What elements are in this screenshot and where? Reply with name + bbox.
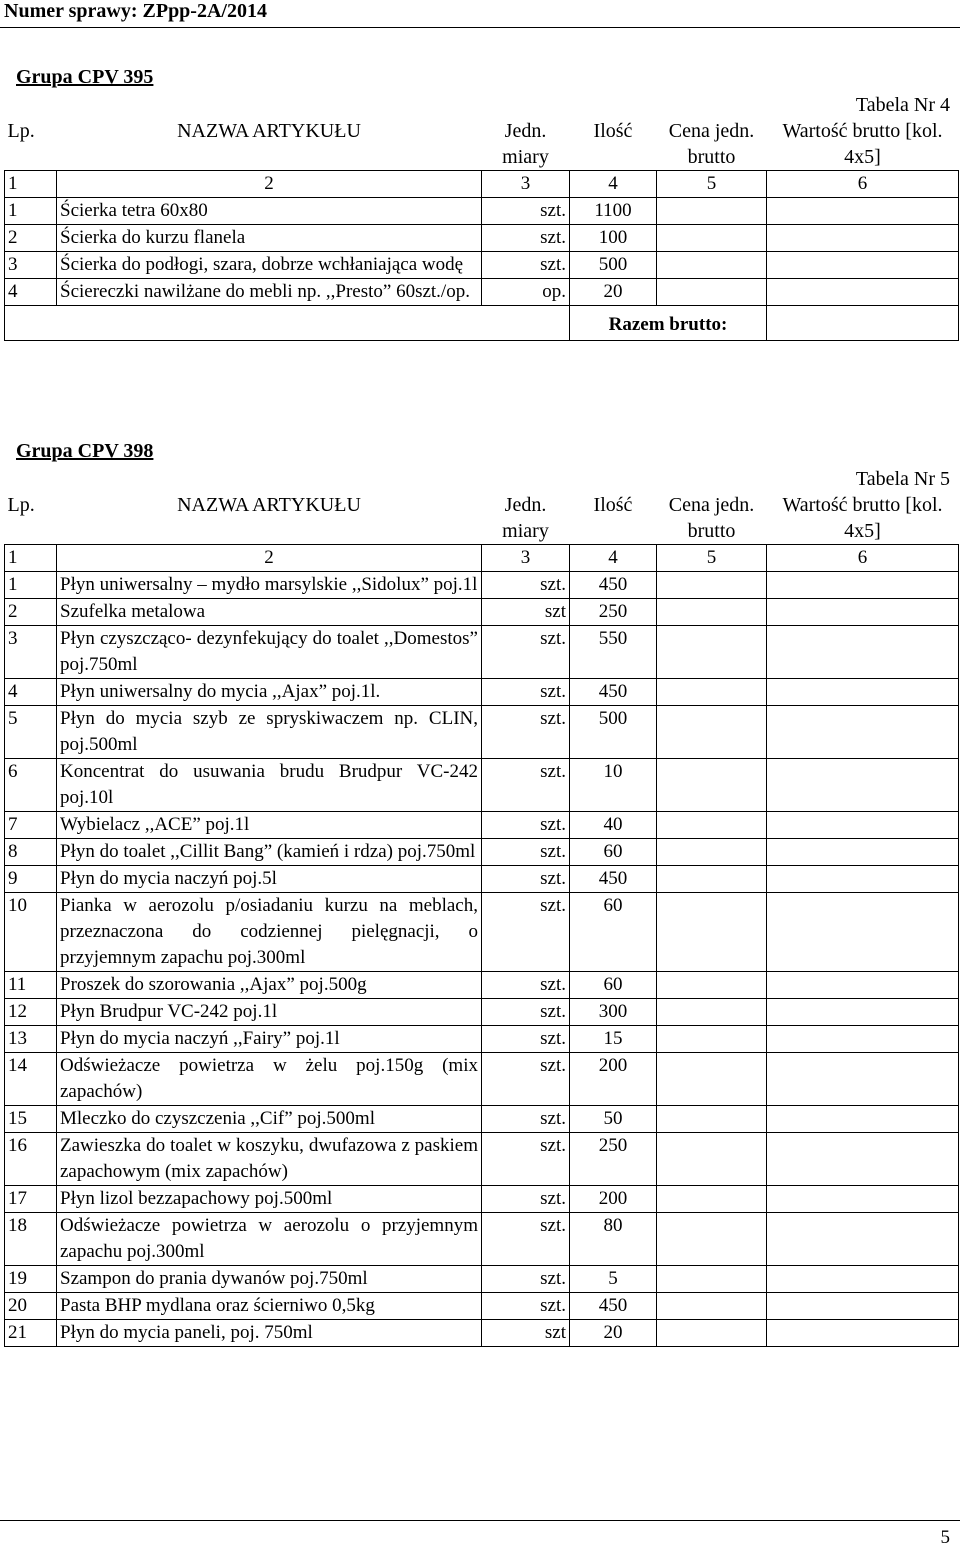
row-lp: 18	[5, 1213, 57, 1266]
row-value	[767, 1133, 959, 1186]
column-number: 3	[482, 545, 570, 572]
row-qty: 40	[570, 812, 657, 839]
row-unit: szt.	[482, 1266, 570, 1293]
row-price	[657, 225, 767, 252]
row-name: Koncentrat do usuwania brudu Brudpur VC-242 poj.10l	[57, 759, 482, 812]
row-value	[767, 1266, 959, 1293]
row-qty: 60	[570, 893, 657, 972]
col-lp: Lp.	[7, 494, 35, 516]
row-value	[767, 626, 959, 679]
row-value	[767, 706, 959, 759]
col-name: NAZWA ARTYKUŁU	[177, 494, 361, 516]
row-value	[767, 866, 959, 893]
row-price	[657, 1026, 767, 1053]
table-row	[5, 679, 959, 706]
row-name: Płyn Brudpur VC-242 poj.1l	[57, 999, 482, 1026]
table-row	[5, 812, 959, 839]
row-qty: 200	[570, 1186, 657, 1213]
row-name: Wybielacz ,,ACE” poj.1l	[57, 812, 482, 839]
row-unit: szt.	[482, 759, 570, 812]
row-unit: szt.	[482, 1213, 570, 1266]
total-spacer	[5, 306, 570, 341]
row-value	[767, 572, 959, 599]
row-value	[767, 279, 959, 306]
row-lp: 21	[5, 1320, 57, 1347]
row-lp: 8	[5, 839, 57, 866]
row-lp: 5	[5, 706, 57, 759]
row-lp: 4	[5, 279, 57, 306]
row-price	[657, 759, 767, 812]
row-lp: 1	[5, 572, 57, 599]
header-divider	[0, 27, 960, 28]
row-name: Ścierka do podłogi, szara, dobrze wchłaniająca wodę	[57, 252, 482, 279]
row-price	[657, 1106, 767, 1133]
table-row	[5, 1053, 959, 1106]
table-row	[5, 999, 959, 1026]
row-qty: 300	[570, 999, 657, 1026]
row-value	[767, 1320, 959, 1347]
column-number: 1	[5, 545, 57, 572]
row-qty: 80	[570, 1213, 657, 1266]
row-qty: 250	[570, 599, 657, 626]
row-lp: 20	[5, 1293, 57, 1320]
column-number: 2	[57, 545, 482, 572]
column-numbers-row	[5, 171, 959, 198]
row-price	[657, 1186, 767, 1213]
row-name: Proszek do szorowania ,,Ajax” poj.500g	[57, 972, 482, 999]
row-price	[657, 1266, 767, 1293]
row-qty: 60	[570, 972, 657, 999]
row-unit: szt.	[482, 572, 570, 599]
table-row	[5, 198, 959, 225]
row-unit: szt.	[482, 1026, 570, 1053]
row-unit: szt.	[482, 1106, 570, 1133]
row-qty: 250	[570, 1133, 657, 1186]
table-row	[5, 279, 959, 306]
row-unit: szt.	[482, 1186, 570, 1213]
row-price	[657, 1133, 767, 1186]
table-row	[5, 225, 959, 252]
table-5	[4, 492, 959, 1347]
row-value	[767, 972, 959, 999]
row-unit: szt.	[482, 1053, 570, 1106]
col-qty: Ilość	[593, 120, 633, 142]
row-qty: 450	[570, 679, 657, 706]
row-price	[657, 999, 767, 1026]
table-row	[5, 759, 959, 812]
row-name: Mleczko do czyszczenia ,,Cif” poj.500ml	[57, 1106, 482, 1133]
row-name: Płyn do toalet ,,Cillit Bang” (kamień i rdza) poj.750ml	[57, 839, 482, 866]
total-row	[5, 306, 959, 341]
table-row	[5, 706, 959, 759]
row-value	[767, 225, 959, 252]
row-qty: 5	[570, 1266, 657, 1293]
row-price	[657, 972, 767, 999]
row-price	[657, 572, 767, 599]
column-number: 6	[767, 171, 959, 198]
row-price	[657, 252, 767, 279]
row-lp: 19	[5, 1266, 57, 1293]
row-qty: 10	[570, 759, 657, 812]
table-row	[5, 866, 959, 893]
col-price: Cena jedn. brutto	[668, 494, 755, 542]
row-qty: 20	[570, 1320, 657, 1347]
row-value	[767, 599, 959, 626]
row-qty: 450	[570, 572, 657, 599]
column-number: 4	[570, 545, 657, 572]
row-qty: 450	[570, 866, 657, 893]
row-qty: 100	[570, 225, 657, 252]
row-value	[767, 999, 959, 1026]
col-unit: Jedn. miary	[502, 120, 549, 168]
row-lp: 3	[5, 252, 57, 279]
row-lp: 7	[5, 812, 57, 839]
row-name: Płyn do mycia naczyń ,,Fairy” poj.1l	[57, 1026, 482, 1053]
total-value	[767, 306, 959, 341]
table-row	[5, 893, 959, 972]
column-numbers-row	[5, 545, 959, 572]
row-lp: 11	[5, 972, 57, 999]
row-price	[657, 626, 767, 679]
table-row	[5, 1026, 959, 1053]
row-qty: 450	[570, 1293, 657, 1320]
row-name: Pianka w aerozolu p/osiadaniu kurzu na meblach, przeznaczona do codziennej pielęgnacji, o przyjemnym zapachu poj.300ml	[57, 893, 482, 972]
group-title-398: Grupa CPV 398	[16, 440, 154, 462]
row-price	[657, 1320, 767, 1347]
table-4-header	[5, 118, 959, 171]
total-label: Razem brutto:	[570, 306, 767, 341]
row-qty: 500	[570, 706, 657, 759]
row-value	[767, 893, 959, 972]
row-name: Płyn uniwersalny – mydło marsylskie ,,Sidolux” poj.1l	[57, 572, 482, 599]
table-4	[4, 118, 959, 341]
row-unit: szt.	[482, 1133, 570, 1186]
row-unit: szt.	[482, 866, 570, 893]
row-name: Odświeżacze powietrza w aerozolu o przyjemnym zapachu poj.300ml	[57, 1213, 482, 1266]
row-value	[767, 198, 959, 225]
table-number-5: Tabela Nr 5	[855, 468, 950, 490]
row-value	[767, 1026, 959, 1053]
table-number-4: Tabela Nr 4	[855, 94, 950, 116]
row-unit: szt.	[482, 626, 570, 679]
row-qty: 15	[570, 1026, 657, 1053]
row-unit: szt.	[482, 225, 570, 252]
column-number: 3	[482, 171, 570, 198]
row-value	[767, 1213, 959, 1266]
table-row	[5, 252, 959, 279]
row-name: Płyn do mycia szyb ze spryskiwaczem np. CLIN, poj.500ml	[57, 706, 482, 759]
row-name: Ścierka tetra 60x80	[57, 198, 482, 225]
row-lp: 15	[5, 1106, 57, 1133]
row-lp: 10	[5, 893, 57, 972]
row-price	[657, 706, 767, 759]
row-price	[657, 1293, 767, 1320]
row-price	[657, 279, 767, 306]
col-qty: Ilość	[593, 494, 633, 516]
table-row	[5, 626, 959, 679]
row-value	[767, 812, 959, 839]
row-qty: 200	[570, 1053, 657, 1106]
row-name: Płyn do mycia naczyń poj.5l	[57, 866, 482, 893]
col-value: Wartość brutto [kol. 4x5]	[782, 120, 943, 168]
column-number: 5	[657, 171, 767, 198]
col-unit: Jedn. miary	[502, 494, 549, 542]
row-price	[657, 893, 767, 972]
column-number: 2	[57, 171, 482, 198]
row-price	[657, 839, 767, 866]
table-row	[5, 972, 959, 999]
row-value	[767, 679, 959, 706]
table-row	[5, 572, 959, 599]
row-price	[657, 1053, 767, 1106]
row-name: Pasta BHP mydlana oraz ścierniwo 0,5kg	[57, 1293, 482, 1320]
row-name: Szufelka metalowa	[57, 599, 482, 626]
row-price	[657, 812, 767, 839]
case-number: Numer sprawy: ZPpp-2A/2014	[4, 0, 267, 22]
row-name: Płyn lizol bezzapachowy poj.500ml	[57, 1186, 482, 1213]
table-row	[5, 839, 959, 866]
footer-divider	[0, 1520, 960, 1521]
group-title-395: Grupa CPV 395	[16, 66, 154, 88]
table-row	[5, 1186, 959, 1213]
table-row	[5, 1213, 959, 1266]
row-lp: 2	[5, 225, 57, 252]
row-name: Szampon do prania dywanów poj.750ml	[57, 1266, 482, 1293]
row-lp: 14	[5, 1053, 57, 1106]
row-name: Odświeżacze powietrza w żelu poj.150g (mix zapachów)	[57, 1053, 482, 1106]
table-row	[5, 1133, 959, 1186]
row-unit: szt	[482, 599, 570, 626]
row-value	[767, 1186, 959, 1213]
table-row	[5, 1106, 959, 1133]
row-value	[767, 1053, 959, 1106]
row-name: Ścierka do kurzu flanela	[57, 225, 482, 252]
row-lp: 13	[5, 1026, 57, 1053]
row-price	[657, 1213, 767, 1266]
table-row	[5, 1293, 959, 1320]
row-lp: 3	[5, 626, 57, 679]
row-lp: 6	[5, 759, 57, 812]
row-unit: szt.	[482, 999, 570, 1026]
row-price	[657, 198, 767, 225]
row-qty: 550	[570, 626, 657, 679]
row-unit: szt.	[482, 679, 570, 706]
row-qty: 20	[570, 279, 657, 306]
row-unit: szt.	[482, 252, 570, 279]
row-unit: szt	[482, 1320, 570, 1347]
row-unit: szt.	[482, 893, 570, 972]
row-value	[767, 759, 959, 812]
row-unit: szt.	[482, 706, 570, 759]
row-name: Płyn czyszcząco- dezynfekujący do toalet ,,Domestos” poj.750ml	[57, 626, 482, 679]
row-value	[767, 1293, 959, 1320]
table-row	[5, 1266, 959, 1293]
row-price	[657, 679, 767, 706]
row-value	[767, 252, 959, 279]
table-5-header	[5, 492, 959, 545]
row-lp: 9	[5, 866, 57, 893]
row-unit: szt.	[482, 812, 570, 839]
row-price	[657, 866, 767, 893]
row-qty: 500	[570, 252, 657, 279]
row-lp: 16	[5, 1133, 57, 1186]
row-price	[657, 599, 767, 626]
column-number: 6	[767, 545, 959, 572]
row-lp: 17	[5, 1186, 57, 1213]
row-unit: szt.	[482, 198, 570, 225]
col-value: Wartość brutto [kol. 4x5]	[782, 494, 943, 542]
row-lp: 1	[5, 198, 57, 225]
row-qty: 1100	[570, 198, 657, 225]
row-lp: 12	[5, 999, 57, 1026]
row-name: Płyn do mycia paneli, poj. 750ml	[57, 1320, 482, 1347]
row-qty: 50	[570, 1106, 657, 1133]
row-unit: szt.	[482, 1293, 570, 1320]
row-name: Ściereczki nawilżane do mebli np. ,,Presto” 60szt./op.	[57, 279, 482, 306]
col-name: NAZWA ARTYKUŁU	[177, 120, 361, 142]
row-qty: 60	[570, 839, 657, 866]
row-unit: szt.	[482, 839, 570, 866]
row-name: Płyn uniwersalny do mycia ,,Ajax” poj.1l.	[57, 679, 482, 706]
column-number: 5	[657, 545, 767, 572]
row-lp: 4	[5, 679, 57, 706]
row-value	[767, 839, 959, 866]
column-number: 4	[570, 171, 657, 198]
row-name: Zawieszka do toalet w koszyku, dwufazowa z paskiem zapachowym (mix zapachów)	[57, 1133, 482, 1186]
row-unit: op.	[482, 279, 570, 306]
row-unit: szt.	[482, 972, 570, 999]
page-number: 5	[940, 1527, 950, 1548]
row-value	[767, 1106, 959, 1133]
col-lp: Lp.	[7, 120, 35, 142]
column-number: 1	[5, 171, 57, 198]
row-lp: 2	[5, 599, 57, 626]
col-price: Cena jedn. brutto	[668, 120, 755, 168]
table-row	[5, 1320, 959, 1347]
table-row	[5, 599, 959, 626]
